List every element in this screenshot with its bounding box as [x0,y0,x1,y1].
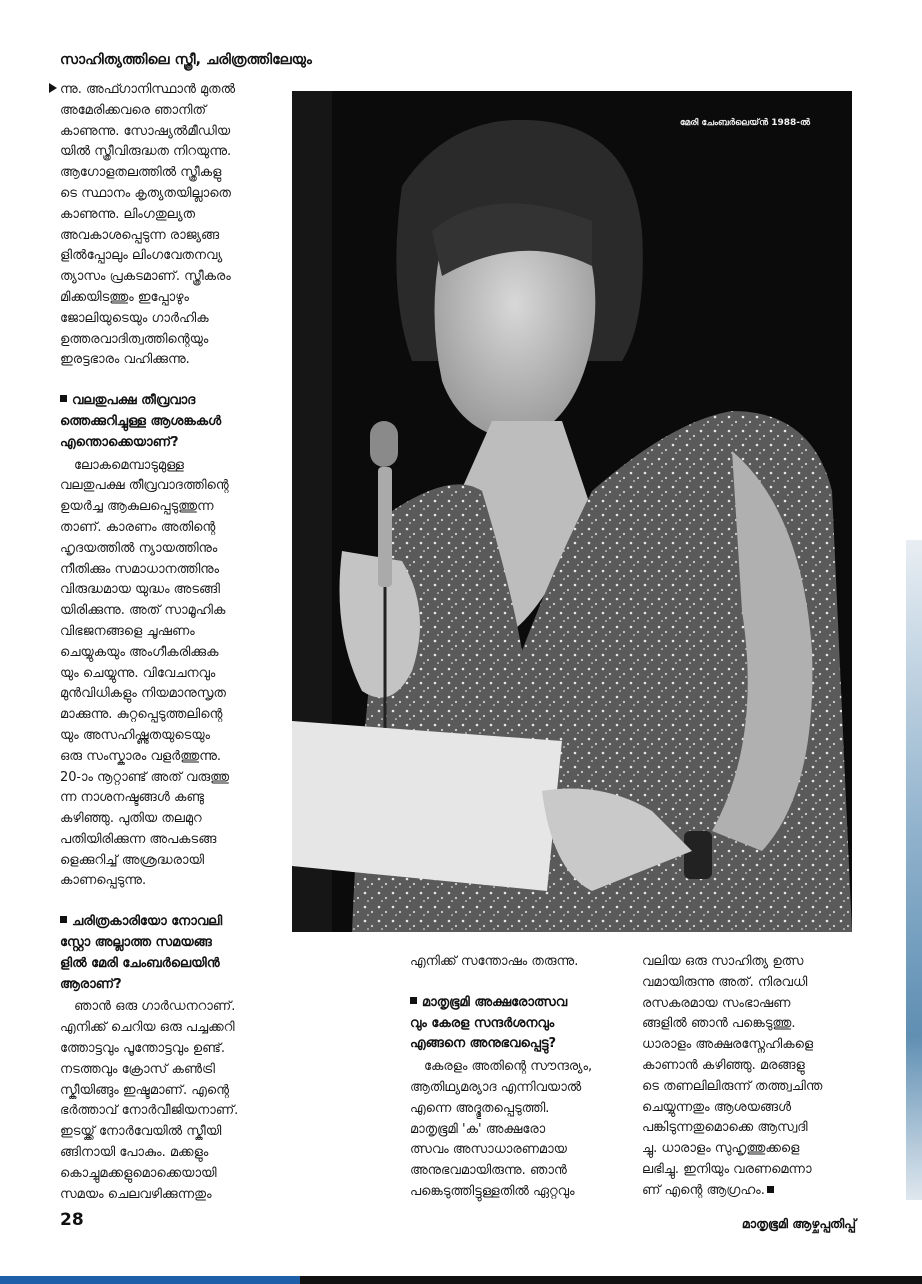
publication-title: മാതൃഭൂമി ആഴ്ചപ്പതിപ്പ് [741,1216,856,1231]
text-line: ഹൃദയത്തിൽ ന്യായത്തിനും [60,540,218,556]
text-line: ലഭിച്ചു. ഇനിയും വരണമെന്നാ [642,1161,812,1177]
lead-paragraph [60,80,280,371]
article-column-3 [642,952,862,1202]
photo-caption: മേരി ചേംബർലെയ്ൻ 1988-ൽ [679,118,810,128]
text-line: സ്റ്റോ അല്ലാത്ത സമയങ്ങ [60,935,212,951]
text-line: മാക്കുന്നു. കുറ്റപ്പെടുത്തലിന്റെ [60,707,223,723]
text-line: ത്യാസം പ്രകടമാണ്. സ്ത്രീകരം [60,269,231,285]
text-line: വമായിരുന്നു അത്. നിരവധി [642,974,808,990]
text-line: എന്തൊക്കെയാണ്? [60,434,179,450]
text-line: ഇരട്ടഭാരം വഹിക്കുന്നു. [60,352,190,368]
feature-photo [292,91,852,932]
text-line: കാണുന്നു. സോഷ്യൽമീഡിയ [60,123,231,139]
article-column-1 [60,80,280,1205]
column-3-text [642,952,862,1202]
text-line: താണ്. കാരണം അതിന്റെ [60,519,216,535]
text-line: സ്കീയിങ്ങും ഇഷ്ടമാണ്. എന്റെ [60,1082,230,1098]
text-line: ഉത്തരവാദിത്വത്തിന്റെയും [60,331,209,347]
text-line: എനിക്ക് സന്തോഷം തരുന്നു. [410,954,579,969]
text-line: ഭർത്താവ് നോർവീജിയനാണ്. [60,1103,239,1119]
text-line: ധാരാളം അക്ഷരസ്നേഹികളെ [642,1037,814,1053]
text-line: കൊച്ചുമക്കളുമൊക്കെയായി [60,1165,217,1181]
end-of-article-mark-icon [767,1186,774,1193]
text-line: ജോലിയുടെയും ഗാർഹിക [60,310,209,326]
text-line: കാണപ്പെടുന്നു. [60,873,147,889]
text-line: ആരാണ്? [60,976,122,992]
text-line: ങ്ങളിൽ ഞാൻ പങ്കെടുത്തു. [642,1016,796,1032]
text-line: നടത്തവും ക്രോസ് കൺട്രി [60,1061,215,1077]
text-line: ന്ന നാശനഷ്ടങ്ങൾ കണ്ടു [60,790,204,806]
text-line: ഒരു സംസ്കാരം വളർത്തുന്നു. [60,748,222,764]
text-line: വും കേരള സന്ദർശനവും [410,1015,555,1031]
text-line: ളിൽ മേരി ചേംബർലെയിൻ [60,955,220,971]
bottom-rule [0,1276,922,1284]
text-line: ആഗോളതലത്തിൽ സ്ത്രീകളു [60,165,222,181]
text-line: കാണുന്നു. ലിംഗതുല്യത [60,206,196,222]
photo-woman-speaking-microphone [292,91,852,932]
text-line: നീതിക്കും സമാധാനത്തിനും [60,561,220,577]
text-line: ച്ചു. ധാരാളം സുഹൃത്തുക്കളെ [642,1141,800,1157]
text-line: ലോകമെമ്പാടുമുള്ള [74,457,184,473]
column-2-lead [410,952,625,973]
text-line: എന്നെ അദ്ഭുതപ്പെടുത്തി. [410,1100,550,1116]
text-line: ഞാൻ ഒരു ഗാർഡനറാണ്. [74,999,236,1015]
text-line: കേരളം അതിന്റെ സൗന്ദര്യം, [424,1059,593,1075]
adjacent-page-edge [906,540,922,1200]
text-line: മാതൃഭൂമി 'ക' അക്ഷരോ [410,1121,546,1137]
text-line: പങ്കെടുത്തിട്ടുള്ളതിൽ ഏറ്റവും [410,1183,575,1199]
text-line: യും ചെയ്യുന്നു. വിവേചനവും [60,665,216,681]
text-line: കഴിഞ്ഞു. പുതിയ തലമുറ [60,811,202,827]
text-line: വലതുപക്ഷ തീവ്രവാദത്തിന്റെ [60,478,229,494]
text-line: വലിയ ഒരു സാഹിത്യ ഉത്സ [642,954,804,969]
text-line: അമേരിക്കവരെ ഞാനിത് [60,102,207,118]
text-line: പങ്കിടുന്നതുമൊക്കെ ആസ്വദി [642,1120,808,1136]
text-line: മിക്കയിടത്തും ഇപ്പോഴും [60,289,189,305]
text-line: ന്നു. അഫ്ഗാനിസ്ഥാൻ മുതൽ [60,82,236,97]
question-bullet-icon [60,916,67,923]
text-line: ളിൽപ്പോലും ലിംഗവേതനവ്യ [60,248,223,264]
text-line: എങ്ങനെ അനുഭവപ്പെട്ടു? [410,1036,557,1052]
bottom-rule-accent [0,1276,300,1284]
question-who-is-mary [60,912,280,995]
text-line: ളെക്കുറിച്ച് അശ്രദ്ധരായി [60,852,205,868]
continuation-arrow-icon [49,83,57,93]
question-bullet-icon [60,395,67,402]
text-line: ങ്ങിനായി പോകും. മക്കളും [60,1145,209,1161]
text-line: വിഭജനങ്ങളെ ചൂഷണം [60,623,195,639]
page-number: 28 [60,1210,84,1230]
text-line: ടെ തണലിലിരുന്ന് തത്ത്വചിന്ത [642,1078,823,1094]
text-line: ത്തെക്കുറിച്ചുള്ള ആശങ്കകൾ [60,413,222,429]
text-line: ഇടയ്ക്ക് നോർവേയിൽ സ്കീയി [60,1124,222,1140]
text-line: 20-ാം നൂറ്റാണ്ട് അത് വരുത്തു [60,769,230,785]
text-line: രസകരമായ സംഭാഷണ [642,995,791,1011]
question-right-wing [60,391,280,453]
answer-right-wing [60,456,280,893]
text-line: മുൻവിധികളും നിയമാനുസൃത [60,686,226,702]
text-line: അവകാശപ്പെടുന്ന രാജ്യങ്ങ [60,227,220,243]
section-kicker: സാഹിത്യത്തിലെ സ്ത്രീ, ചരിത്രത്തിലേയും [60,52,312,68]
text-line: ണ് എന്റെ ആഗ്രഹം. [642,1182,765,1198]
question-kerala-visit [410,993,625,1055]
answer-kerala-visit [410,1057,625,1203]
text-line: എനിക്ക് ചെറിയ ഒരു പച്ചക്കറി [60,1020,235,1036]
text-line: അനുഭവമായിരുന്നു. ഞാൻ [410,1163,567,1179]
text-line: വലതുപക്ഷ തീവ്രവാദ [72,393,196,409]
text-line: ചെയ്യുകയും അംഗീകരിക്കുക [60,644,219,660]
text-line: ചരിത്രകാരിയോ നോവലി [72,914,223,930]
text-line: ആതിഥ്യമര്യാദ എന്നിവയാൽ [410,1079,582,1095]
answer-who-is-mary [60,997,280,1205]
text-line: യിൽ സ്ത്രീവിരുദ്ധത നിറയുന്നു. [60,144,232,160]
question-bullet-icon [410,997,417,1004]
text-line: പതിയിരിക്കുന്ന അപകടങ്ങ [60,831,217,847]
text-line: ത്തോട്ടവും പൂന്തോട്ടവും ഉണ്ട്. [60,1041,225,1057]
text-line: മാതൃഭൂമി അക്ഷരോത്സവ [422,994,568,1010]
article-column-2 [410,952,625,1203]
text-line: സമയം ചെലവഴിക്കുന്നതും [60,1186,212,1202]
text-line: ടെ സ്ഥാനം കൃത്യതയില്ലാതെ [60,185,231,201]
text-line: ഉയർച്ച ആകുലപ്പെടുത്തുന്ന [60,499,214,515]
text-line: വിരുദ്ധമായ യുദ്ധം അടങ്ങി [60,582,220,598]
text-line: കാണാൻ കഴിഞ്ഞു. മരങ്ങളു [642,1057,805,1073]
text-line: യും അസഹിഷ്ണുതയുടെയും [60,727,211,743]
text-line: യിരിക്കുന്നു. അത് സാമൂഹിക [60,603,226,619]
text-line: ചെയ്യുന്നതും ആശയങ്ങൾ [642,1099,792,1115]
text-line: ത്സവം അസാധാരണമായ [410,1142,567,1158]
